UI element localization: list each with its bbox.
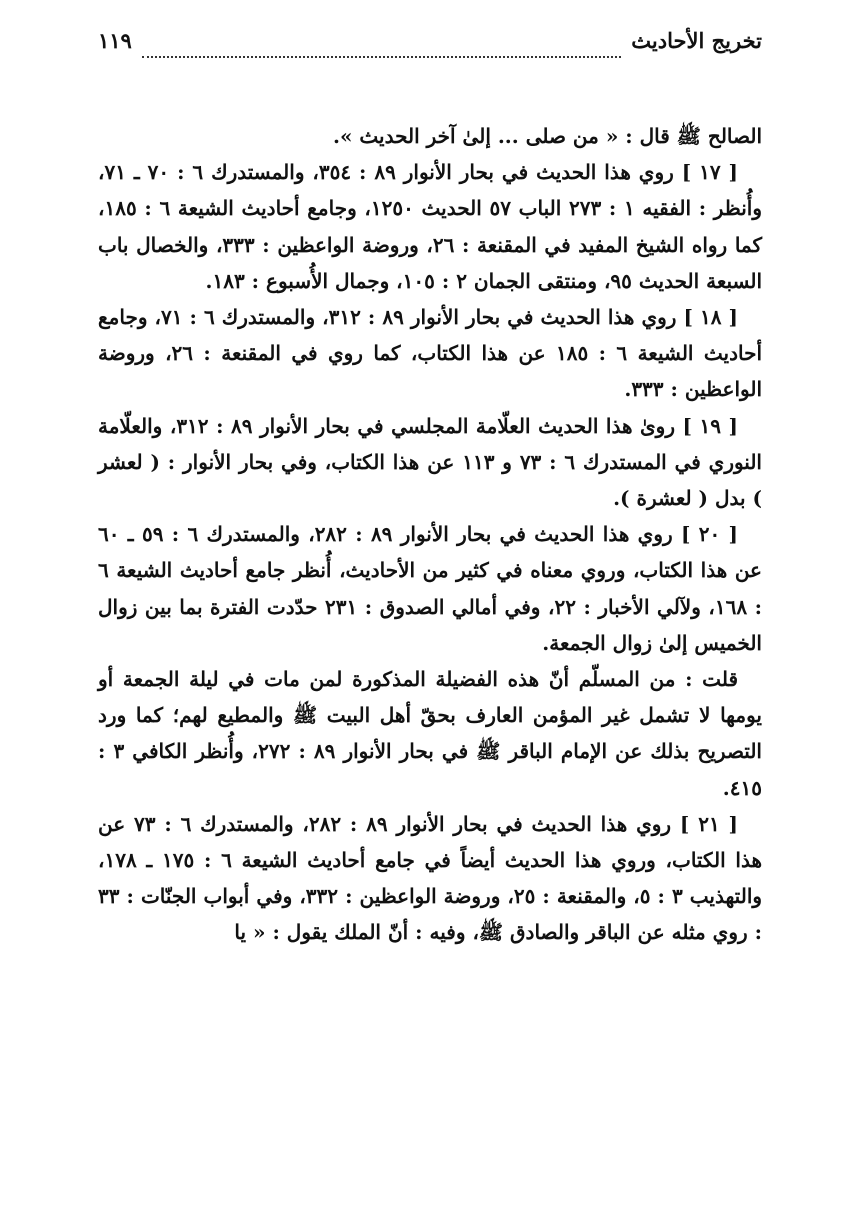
continuation-paragraph: الصالح ﷺ قال : « من صلى ... إلىٰ آخر الحديث ». (332, 124, 762, 148)
footnote-21: [ ٢١ ] روي هذا الحديث في بحار الأنوار ٨٩ : ٢٨٢، والمستدرك ٦ : ٧٣ عن هذا الكتاب، وروي هذا الحديث أيضاً في جامع أحاديث الشيعة ٦ : ١٧٥ ـ ١٧٨، والتهذيب ٣ : ٥، والمقنعة : ٢٥، وروضة الواعظين : ٣٣٢، وفي أبواب الجنّات : ٣٣ : روي مثله عن الباقر والصادق ﷺ، وفيه : أنّ الملك يقول : « يا (98, 811, 763, 945)
dot-leader (142, 42, 621, 58)
footnote-18: [ ١٨ ] روي هذا الحديث في بحار الأنوار ٨٩ : ٣١٢، والمستدرك ٦ : ٧١، وجامع أحاديث الشيعة ٦ : ١٨٥ عن هذا الكتاب، كما روي في المقنعة : ٢٦، وروضة الواعظين : ٣٣٣. (98, 305, 762, 402)
page-body (98, 118, 762, 951)
book-page (98, 28, 762, 951)
running-header (98, 28, 762, 72)
footnote-19: [ ١٩ ] روىٰ هذا الحديث العلّامة المجلسي في بحار الأنوار ٨٩ : ٣١٢، والعلّامة النوري في المستدرك ٦ : ٧٣ و ١١٣ عن هذا الكتاب، وفي بحار الأنوار : ( لعشر ) بدل ( لعشرة ). (98, 413, 762, 511)
commentary-paragraph: قلت : من المسلّم أنّ هذه الفضيلة المذكورة لمن مات في ليلة الجمعة أو يومها لا تشمل غير المؤمن العارف بحقّ أهل البيت ﷺ والمطيع لهم؛ كما ورد التصريح بذلك عن الإمام الباقر ﷺ في بحار الأنوار ٨٩ : ٢٧٢، وأُنظر الكافي ٣ : ٤١٥. (98, 667, 762, 800)
footnote-20: [ ٢٠ ] روي هذا الحديث في بحار الأنوار ٨٩ : ٢٨٢، والمستدرك ٦ : ٥٩ ـ ٦٠ عن هذا الكتاب، وروي معناه في كثير من الأحاديث، أُنظر جامع أحاديث الشيعة ٦ : ١٦٨، ولآلي الأخبار : ٢٢، وفي أمالي الصدوق : ٢٣١ حدّدت الفترة بما بين زوال الخميس إلىٰ زوال الجمعة. (98, 522, 762, 655)
page-number: ١١٩ (98, 28, 132, 53)
running-title: تخريج الأحاديث (631, 28, 762, 53)
footnote-17: [ ١٧ ] روي هذا الحديث في بحار الأنوار ٨٩ : ٣٥٤، والمستدرك ٦ : ٧٠ ـ ٧١، وأُنظر : الفقيه ١ : ٢٧٣ الباب ٥٧ الحديث ١٢٥٠، وجامع أحاديث الشيعة ٦ : ١٨٥، كما رواه الشيخ المفيد في المقنعة : ٢٦، وروضة الواعظين : ٣٣٣، والخصال باب السبعة الحديث ٩٥، ومنتقى الجمان ٢ : ١٠٥، وجمال الأُسبوع : ١٨٣. (98, 160, 763, 293)
